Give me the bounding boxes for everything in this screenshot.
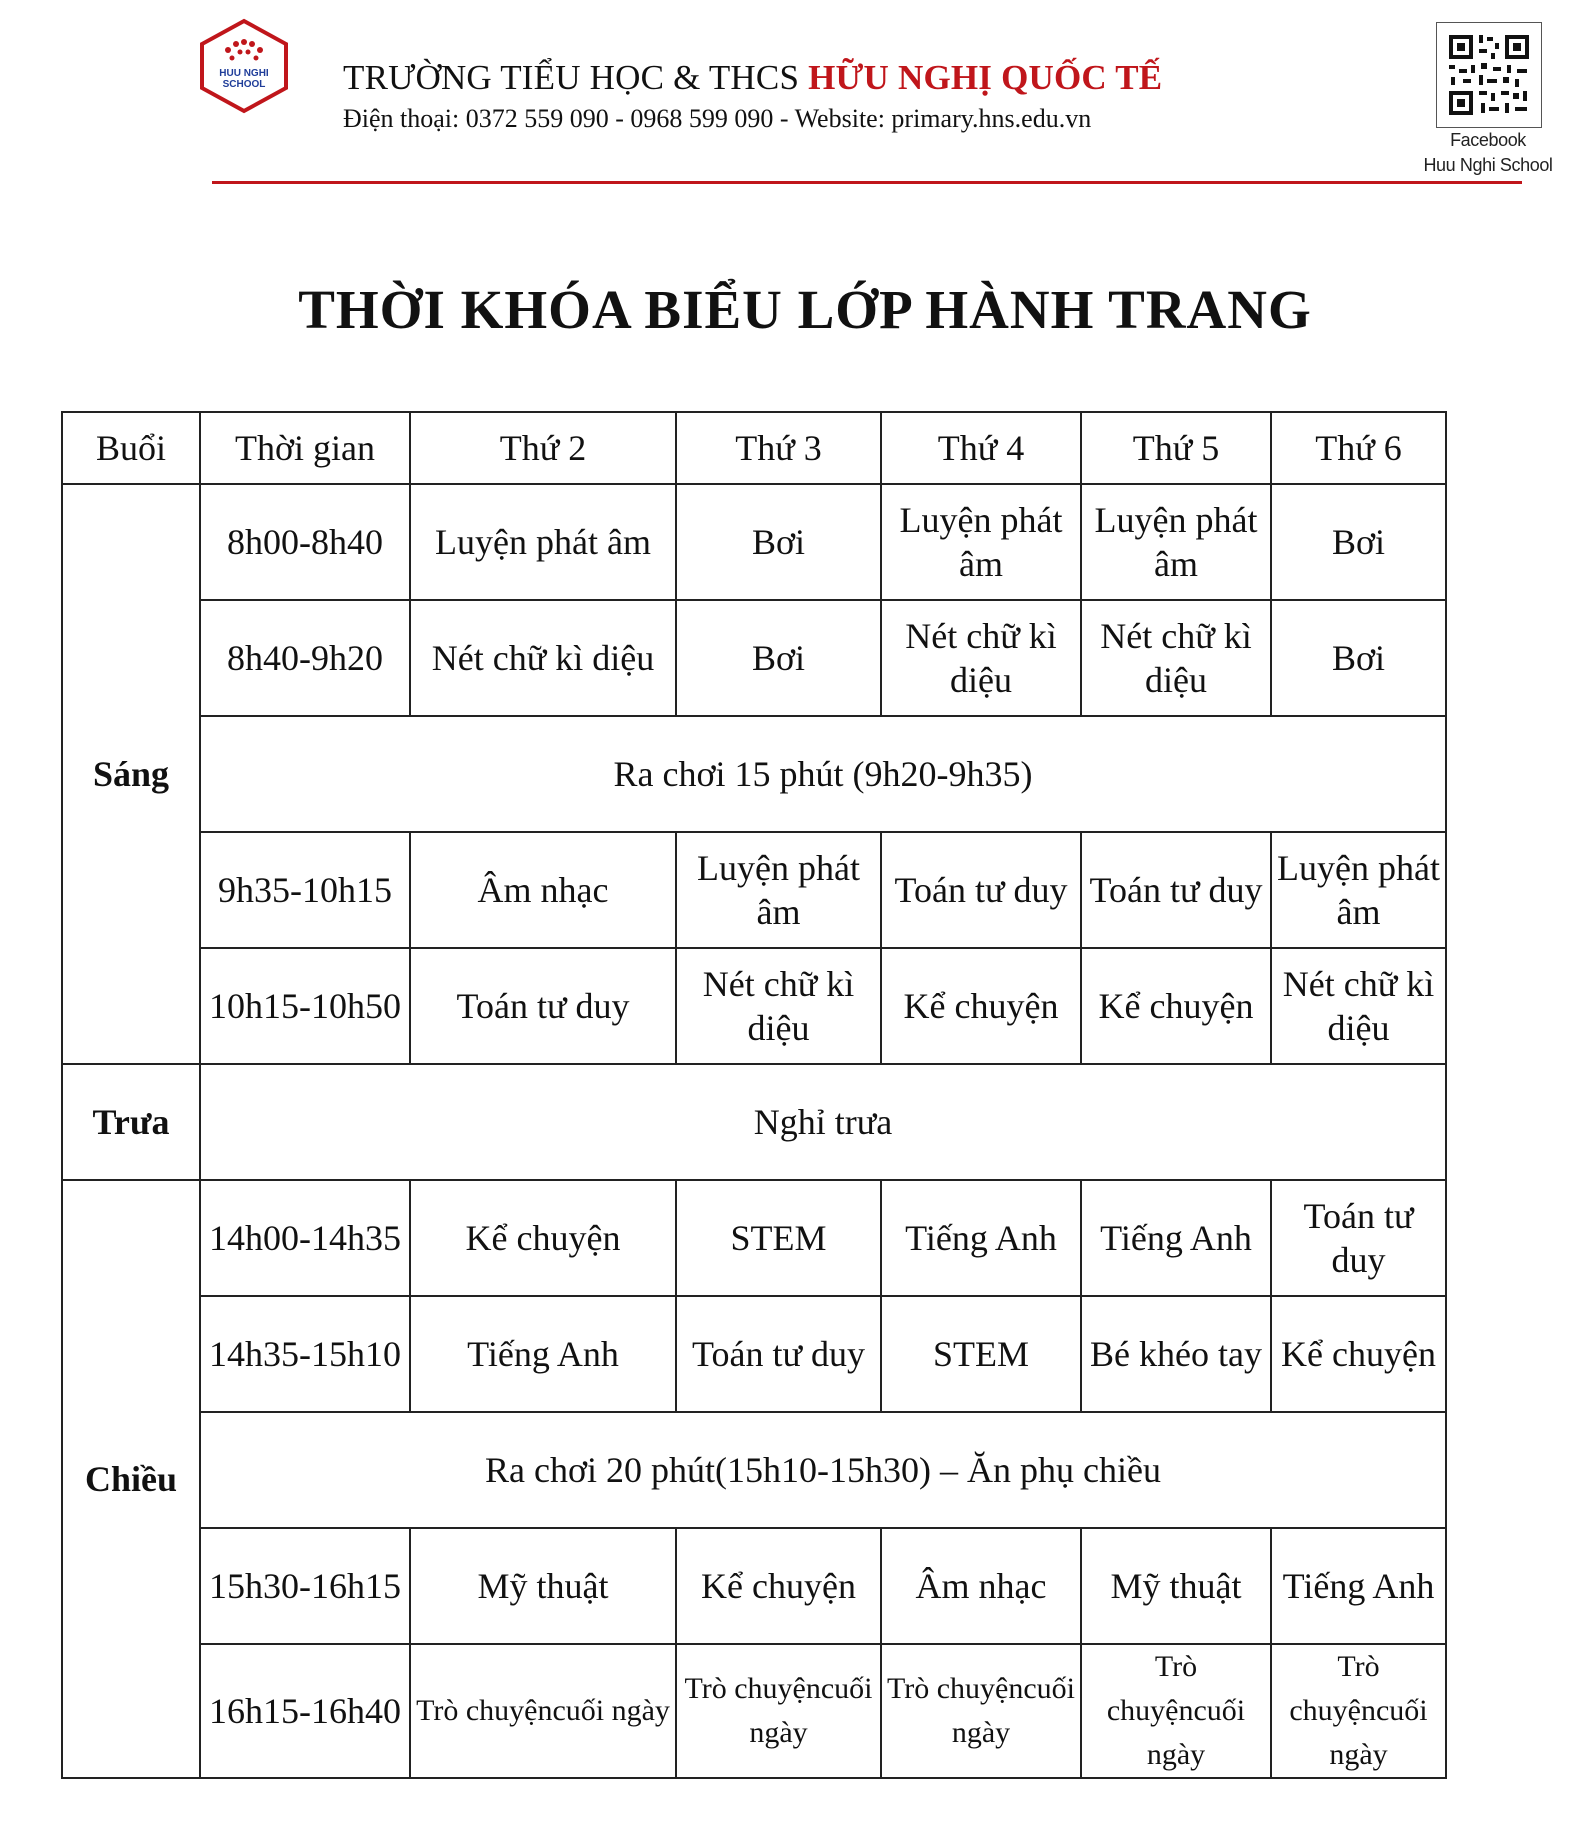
lesson-cell: Bơi (676, 484, 881, 600)
lesson-cell: Luyện phát âm (1271, 832, 1446, 948)
lesson-cell: Trò chuyệncuối ngày (410, 1644, 676, 1778)
lesson-cell: Kể chuyện (1081, 948, 1271, 1064)
lesson-cell: Kể chuyện (676, 1528, 881, 1644)
lesson-cell: Trò chuyệncuối ngày (1271, 1644, 1446, 1778)
qr-caption (1410, 128, 1566, 178)
lesson-cell: Trò chuyệncuối ngày (881, 1644, 1081, 1778)
lesson-cell: Nét chữ kì diệu (1081, 600, 1271, 716)
noon-break: Nghỉ trưa (200, 1064, 1446, 1180)
lesson-cell: Kể chuyện (881, 948, 1081, 1064)
morning-break: Ra chơi 15 phút (9h20-9h35) (200, 716, 1446, 832)
lesson-cell: Trò chuyệncuối ngày (676, 1644, 881, 1778)
time-cell: 15h30-16h15 (200, 1528, 410, 1644)
lesson-cell: Mỹ thuật (410, 1528, 676, 1644)
table-row (62, 1644, 1446, 1778)
page-title: THỜI KHÓA BIỂU LỚP HÀNH TRANG (298, 279, 1312, 340)
lesson-cell: Nét chữ kì diệu (676, 948, 881, 1064)
lesson-cell: Toán tư duy (410, 948, 676, 1064)
table-row (62, 1296, 1446, 1412)
lesson-cell: Tiếng Anh (881, 1180, 1081, 1296)
table-row (62, 600, 1446, 716)
svg-text:SCHOOL: SCHOOL (222, 79, 266, 90)
lesson-cell: Âm nhạc (881, 1528, 1081, 1644)
header-session: Buổi (62, 412, 200, 484)
lesson-cell: Toán tư duy (676, 1296, 881, 1412)
lesson-cell: Tiếng Anh (410, 1296, 676, 1412)
lesson-cell: Kể chuyện (410, 1180, 676, 1296)
lesson-cell: Tiếng Anh (1081, 1180, 1271, 1296)
lesson-cell: Bơi (1271, 600, 1446, 716)
header-time: Thời gian (200, 412, 410, 484)
lesson-cell: Tiếng Anh (1271, 1528, 1446, 1644)
header-monday: Thứ 2 (410, 412, 676, 484)
lesson-cell: Trò chuyệncuối ngày (1081, 1644, 1271, 1778)
break-row (62, 716, 1446, 832)
school-name-prefix: TRƯỜNG TIỂU HỌC & THCS (343, 58, 809, 97)
header-friday: Thứ 6 (1271, 412, 1446, 484)
table-row (62, 484, 1446, 600)
lesson-cell: Nét chữ kì diệu (1271, 948, 1446, 1064)
lesson-cell: STEM (676, 1180, 881, 1296)
table-row (62, 948, 1446, 1064)
lesson-cell: Toán tư duy (1271, 1180, 1446, 1296)
lesson-cell: Luyện phát âm (881, 484, 1081, 600)
lesson-cell: Luyện phát âm (676, 832, 881, 948)
svg-text:HUU NGHI: HUU NGHI (219, 68, 269, 79)
session-morning: Sáng (62, 484, 200, 1064)
school-name (343, 58, 1162, 98)
lesson-cell: Toán tư duy (881, 832, 1081, 948)
time-cell: 10h15-10h50 (200, 948, 410, 1064)
table-header-row (62, 412, 1446, 484)
lesson-cell: STEM (881, 1296, 1081, 1412)
school-logo (198, 18, 290, 114)
qr-caption-line-1: Facebook (1450, 130, 1526, 150)
time-cell: 8h00-8h40 (200, 484, 410, 600)
school-name-highlight: HỮU NGHỊ QUỐC TẾ (808, 58, 1163, 97)
time-cell: 8h40-9h20 (200, 600, 410, 716)
lesson-cell: Mỹ thuật (1081, 1528, 1271, 1644)
timetable (61, 411, 1447, 1779)
afternoon-break: Ra chơi 20 phút(15h10-15h30) – Ăn phụ chiều (200, 1412, 1446, 1528)
lesson-cell: Luyện phát âm (1081, 484, 1271, 600)
lesson-cell: Kể chuyện (1271, 1296, 1446, 1412)
table-row (62, 832, 1446, 948)
break-row (62, 1064, 1446, 1180)
lesson-cell: Luyện phát âm (410, 484, 676, 600)
time-cell: 14h00-14h35 (200, 1180, 410, 1296)
break-row (62, 1412, 1446, 1528)
session-afternoon: Chiều (62, 1180, 200, 1778)
header-divider (212, 181, 1522, 184)
school-contact: Điện thoại: 0372 559 090 - 0968 599 090 - Website: primary.hns.edu.vn (343, 104, 1092, 133)
lesson-cell: Âm nhạc (410, 832, 676, 948)
lesson-cell: Nét chữ kì diệu (881, 600, 1081, 716)
table-row (62, 1528, 1446, 1644)
facebook-qr-code[interactable] (1436, 22, 1542, 128)
lesson-cell: Bơi (676, 600, 881, 716)
session-noon: Trưa (62, 1064, 200, 1180)
lesson-cell: Toán tư duy (1081, 832, 1271, 948)
time-cell: 16h15-16h40 (200, 1644, 410, 1778)
lesson-cell: Bơi (1271, 484, 1446, 600)
header-wednesday: Thứ 4 (881, 412, 1081, 484)
header-thursday: Thứ 5 (1081, 412, 1271, 484)
lesson-cell: Nét chữ kì diệu (410, 600, 676, 716)
time-cell: 14h35-15h10 (200, 1296, 410, 1412)
qr-caption-line-2: Huu Nghi School (1423, 155, 1553, 175)
table-row (62, 1180, 1446, 1296)
time-cell: 9h35-10h15 (200, 832, 410, 948)
header-tuesday: Thứ 3 (676, 412, 881, 484)
lesson-cell: Bé khéo tay (1081, 1296, 1271, 1412)
